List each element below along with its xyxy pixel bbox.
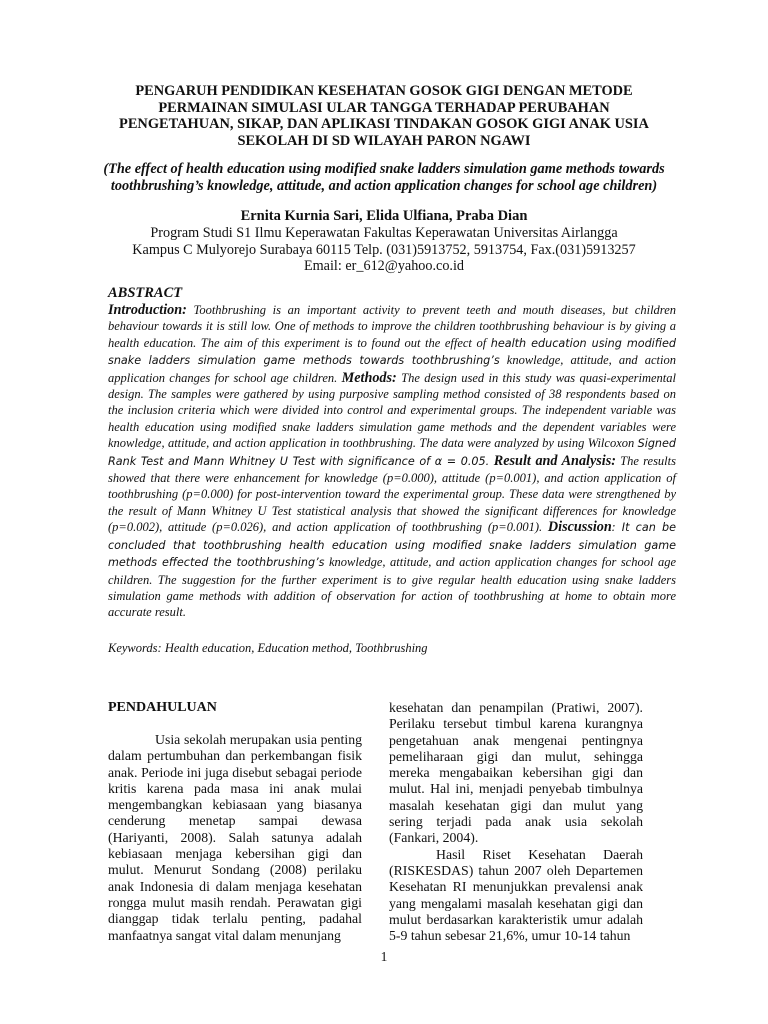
abstract-intro-text2: knowledge, attitude, and action application changes for school age children. [108,353,676,385]
paragraph: Hasil Riset Kesehatan Daerah (RISKESDAS) tahun 2007 oleh Departemen Kesehatan RI menunjukkan prevalensi anak yang mengalami masalah kesehatan gigi dan mulut berdasarkan karakteristik umur adalah 5-9 tahun sebesar 21,6%, umur 10-14 tahun [389,846,643,944]
page-number: 1 [380,949,388,964]
abstract-heading: ABSTRACT [108,285,183,301]
abstract-intro-text: Toothbrushing is an important activity to prevent teeth and mouth diseases, but children behaviour towards it is still low. One of methods to improve the children toothbrushing behaviour is by giving a health education. The aim of this experiment is to found out the effect of [108,303,676,350]
abstract-intro-sans: health education using modified snake ladders simulation game methods towards toothbrushing’s [108,336,676,368]
abstract-discussion-text: knowledge, attitude, and action application changes for school age children. The suggestion for the further experiment is to give regular health education using snake ladders simulation game methods with addition of observation for action of toothbrushing at home to obtain more accurate result. [108,555,676,620]
left-column [108,700,362,944]
paper-title: PENGARUH PENDIDIKAN KESEHATAN GOSOK GIGI DENGAN METODE PERMAINAN SIMULASI ULAR TANGGA TERHADAP PERUBAHAN PENGETAHUAN, SIKAP, DAN APLIKASI TINDAKAN GOSOK GIGI ANAK USIA SEKOLAH DI SD WILAYAH PARON NGAWI [119,83,649,149]
author-list: Ernita Kurnia Sari, Elida Ulfiana, Praba Dian [240,208,528,224]
abstract-methods-label: Methods: [341,369,397,386]
right-column [389,700,643,944]
keywords: Keywords: Health education, Education method, Toothbrushing [108,641,428,655]
affiliation [80,225,688,275]
affiliation-email: Email: er_612@yahoo.co.id [303,258,465,275]
abstract-intro-label: Introduction: [108,302,187,318]
abstract-discussion-sans: : It can be concluded that toothbrushing health education using modified snake ladders simulation game methods effected the toothbrushing’s [108,521,676,570]
abstract-body [108,302,676,621]
affiliation-address: Kampus C Mulyorejo Surabaya 60115 Telp. (031)5913752, 5913754, Fax.(031)5913257 [132,241,636,258]
paragraph: Usia sekolah merupakan usia penting dalam pertumbuhan dan perkembangan fisik anak. Periode ini juga disebut sebagai periode kritis karena pada masa ini anak mulai mengembangkan kebiasaan yang biasanya cenderung menetap sampai dewasa (Hariyanti, 2008). Salah satunya adalah kebiasaan menjaga kebersihan gigi dan mulut. Menurut Sondang (2008) perilaku anak Indonesia di dalam menjaga kesehatan rongga mulut masih rendah. Perawatan gigi dianggap tidak terlalu penting, padahal manfaatnya sangat vital dalam menunjang [108,732,362,943]
abstract-discussion-label: Discussion [547,519,612,536]
abstract-results-text: The results showed that there were enhancement for knowledge (p=0.000), attitude (p=0.001), and action application of toothbrushing (p=0.000) for post-intervention toward the experimental group. These data were strengthened by the result of Mann Whitney U Test statistical analysis that showed the significant differences for knowledge (p=0.002), attitude (p=0.026), and action application of toothbrushing (p=0.001). [108,453,676,535]
english-title: (The effect of health education using modified snake ladders simulation game methods towards toothbrushing’s knowledge, attitude, and action application changes for school age children) [103,161,665,194]
abstract-results-label: Result and Analysis: [489,452,616,469]
paragraph: kesehatan dan penampilan (Pratiwi, 2007). Perilaku tersebut timbul karena kurangnya pengetahuan anak mengenai pentingnya pemeliharaan gigi dan mulut, sehingga mereka mengabaikan kebersihan gigi dan mulut. Hal ini, menjadi penyebab timbulnya masalah kesehatan gigi dan mulut yang sering terjadi pada anak usia sekolah (Fankari, 2004). [389,700,643,846]
abstract-methods-text: The design used in this study was quasi-experimental design. The samples were gathered by using purposive sampling method consisted of 38 respondents based on the inclusion criteria which were divided into control and experimental groups. The independent variable was health education using modified snake ladders simulation game methods and the dependent variables were knowledge, attitude, and action application in toothbrushing. The data were analyzed by using Wilcoxon [108,370,676,451]
abstract-methods-sans: Signed Rank Test and Mann Whitney U Test with significance of α = 0.05. [108,437,676,468]
affiliation-institution: Program Studi S1 Ilmu Keperawatan Fakultas Keperawatan Universitas Airlangga [150,225,618,241]
section-heading: PENDAHULUAN [108,700,217,715]
